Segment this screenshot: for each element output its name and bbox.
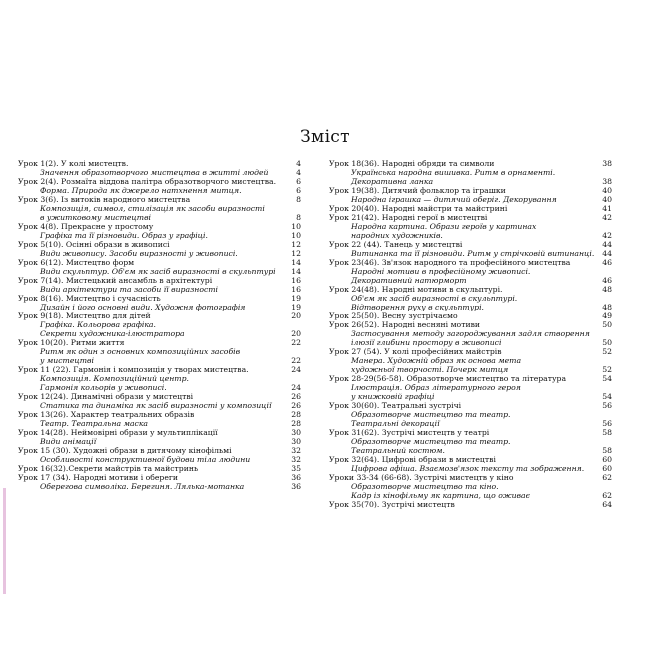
toc-entry-text: Урок 16(32).Секрети майстрів та майстринь: [18, 463, 199, 473]
toc-entry-text: Урок 1(2). У колі мистецтв.: [18, 159, 129, 168]
toc-entry-text: художньої творчості. Почерк митця: [351, 365, 509, 375]
toc-page-number: 38: [602, 159, 612, 168]
toc-subentry: [18, 383, 301, 392]
toc-entry-text: Урок 32(64). Цифрові образи в мистецтві: [329, 454, 496, 464]
toc-entry-text: Урок 6(12). Мистецтво форм: [18, 257, 135, 267]
toc-page-number: 8: [296, 194, 301, 204]
toc-entry-text: Уроки 33-34 (66-68). Зустрічі мистецтв у кіно: [329, 472, 514, 482]
toc-page-number: 10: [291, 221, 301, 231]
toc-entry: [18, 195, 301, 204]
toc-entry-text: Урок 4(8). Прекрасне у простому: [18, 221, 154, 231]
toc-entry-text: Значення образотворчого мистецтва в житті людей: [40, 167, 269, 177]
toc-entry-text: Урок 12(24). Динамічні образи у мистецтві: [18, 392, 194, 402]
toc-page-number: 32: [291, 454, 301, 464]
toc-entry-text: Урок 25(50). Весну зустрічаємо: [329, 311, 458, 321]
toc-entry-text: Урок 23(46). Зв'язок народного та професійного мистецтва: [329, 257, 571, 267]
toc-subentry: [18, 482, 301, 491]
toc-subentry: [329, 249, 612, 258]
toc-subentry: [18, 186, 301, 195]
page-title: Зміст: [300, 127, 350, 147]
toc-entry: [18, 392, 301, 401]
toc-subentry: [18, 455, 301, 464]
toc-subentry: [18, 231, 301, 240]
toc-entry-text: Образотворче мистецтво та театр.: [351, 410, 511, 420]
toc-entry-text: Декоративна ланка: [351, 176, 434, 186]
toc-entry-text: Урок 15 (30). Художні образи в дитячому кінофільмі: [18, 446, 232, 455]
toc-subentry: [329, 177, 612, 186]
toc-entry-text: Об'єм як засіб виразності в скульптурі.: [351, 293, 518, 303]
toc-page-number: 16: [291, 275, 301, 285]
toc-subentry: [18, 285, 301, 294]
toc-entry-text: Декоративний натюрморт: [351, 275, 467, 285]
toc-entry-text: Урок 19(38). Дитячий фольклор та іграшки: [329, 185, 506, 195]
toc-left-column: [18, 159, 301, 491]
toc-entry-text: Народна картина. Образи героїв у картинах: [351, 221, 537, 231]
toc-subentry: [329, 276, 612, 285]
toc-page-number: 26: [291, 401, 301, 411]
toc-page-number: 41: [602, 203, 612, 213]
toc-entry-text: Ритм як один з основних композиційних засобів: [40, 347, 241, 357]
toc-page-number: 50: [602, 320, 612, 330]
toc-entry-text: Урок 18(36). Народні обряди та символи: [329, 159, 495, 168]
toc-page-number: 26: [291, 392, 301, 402]
page-edge-mark: [3, 488, 6, 594]
toc-entry-text: Українська народна вишивка. Ритм в орнаментi.: [351, 167, 556, 177]
toc-entry-text: Композиція, символ, стилізація як засоби виразності: [40, 203, 265, 213]
toc-entry-text: Урок 31(62). Зустрічі мистецтв у театрі: [329, 428, 490, 438]
toc-entry: [329, 186, 612, 195]
toc-page-number: 52: [602, 365, 612, 375]
toc-entry-text: Урок 3(6). Із витоків народного мистецтва: [18, 194, 191, 204]
toc-entry-text: Урок 2(4). Розмаїта віддова палітра образотворчого мистецтва.: [18, 176, 277, 186]
toc-page-number: 40: [602, 185, 612, 195]
toc-entry: [18, 365, 301, 374]
toc-subentry: [18, 213, 301, 222]
toc-entry-text: Театральний костюм.: [351, 446, 445, 455]
toc-entry: [329, 213, 612, 222]
toc-subentry: [18, 401, 301, 410]
toc-page-number: 58: [602, 446, 612, 455]
toc-page-number: 46: [602, 257, 612, 267]
toc-entry-text: Урок 24(48). Народні мотиви в скульптурі.: [329, 284, 503, 294]
toc-page-number: 56: [602, 401, 612, 411]
toc-subentry: [18, 204, 301, 213]
toc-page-number: 6: [296, 176, 301, 186]
toc-subentry: [18, 329, 301, 338]
toc-subentry: [18, 419, 301, 428]
toc-entry-text: Відтворення руху в скульптурі.: [351, 302, 484, 312]
toc-page-number: 58: [602, 428, 612, 438]
toc-entry-text: Урок 10(20). Ритми життя: [18, 338, 125, 348]
toc-page-number: 4: [296, 167, 301, 177]
toc-entry-text: Статика та динаміка як засіб виразності у композиції: [40, 401, 272, 411]
toc-page-number: 44: [602, 239, 612, 249]
toc-page-number: 62: [602, 490, 612, 500]
toc-page-number: 16: [291, 284, 301, 294]
toc-entry-text: Види живопису. Засоби виразності у живописі.: [40, 248, 238, 258]
toc-subentry: [18, 320, 301, 329]
toc-entry-text: Графіка та її різновиди. Образ у графіці.: [40, 230, 208, 240]
toc-entry-text: Урок 11 (22). Гармонія і композиція у творах мистецтва.: [18, 365, 249, 375]
toc-entry-text: Урок 14(28). Неймовірні образи у мультиплікації: [18, 428, 218, 438]
toc-subentry: [329, 168, 612, 177]
toc-page-number: 30: [291, 437, 301, 446]
toc-page-number: 62: [602, 472, 612, 482]
toc-entry-text: Обереговa символіка. Берегиня. Лялька-мотанка: [40, 481, 245, 491]
toc-subentry: [18, 356, 301, 365]
toc-page-number: 36: [291, 472, 301, 482]
toc-entry-text: Дизайн і його основні види. Художня фотографія: [40, 302, 246, 312]
toc-page-number: 56: [602, 419, 612, 429]
toc-entry: [329, 240, 612, 249]
toc-entry: [329, 455, 612, 464]
toc-subentry: [329, 356, 612, 365]
toc-page-number: 48: [602, 284, 612, 294]
toc-page-number: 12: [291, 248, 301, 258]
toc-page-number: 30: [291, 428, 301, 438]
toc-entry: [18, 294, 301, 303]
toc-subentry: [329, 482, 612, 491]
toc-entry-text: Народна іграшка — дитячий оберіг. Декорування: [351, 194, 557, 204]
toc-entry-text: Графіка. Кольорова графіка.: [40, 320, 156, 330]
toc-page-number: 28: [291, 419, 301, 429]
toc-entry-text: Кадр із кінофільму як картина, що оживає: [351, 490, 530, 500]
toc-entry-text: в ужитковому мистецтві: [40, 212, 152, 222]
toc-page-number: 12: [291, 239, 301, 249]
toc-subentry: [329, 294, 612, 303]
toc-subentry: [329, 491, 612, 500]
toc-page-number: 52: [602, 347, 612, 357]
toc-entry-text: Застосування методу загороджування задля створення: [351, 329, 590, 339]
toc-entry-text: Урок 27 (54). У колі професійних майстрів: [329, 347, 502, 357]
toc-subentry: [329, 437, 612, 446]
toc-entry-text: Урок 22 (44). Танець у мистецтві: [329, 239, 463, 249]
toc-entry: [18, 410, 301, 419]
toc-entry: [18, 222, 301, 231]
toc-entry: [18, 428, 301, 437]
toc-entry: [18, 464, 301, 473]
toc-entry-text: у книжковій графіці: [351, 392, 435, 402]
toc-entry-text: Урок 9(18). Мистецтво для дітей: [18, 311, 151, 321]
toc-entry: [329, 204, 612, 213]
toc-entry-text: Урок 20(40). Народні майстри та майстрині: [329, 203, 508, 213]
toc-page-number: 19: [291, 302, 301, 312]
toc-subentry: [18, 168, 301, 177]
toc-subentry: [329, 410, 612, 419]
toc-page-number: 22: [291, 356, 301, 366]
toc-subentry: [329, 392, 612, 401]
toc-page-number: 60: [602, 463, 612, 473]
toc-entry-text: ілюзії глибини простору в живописі: [351, 338, 502, 348]
toc-page-number: 24: [291, 365, 301, 375]
toc-entry-text: Урок 26(52). Народні весняні мотиви: [329, 320, 481, 330]
toc-page-number: 64: [602, 499, 612, 509]
toc-entry: [18, 258, 301, 267]
toc-page-number: 44: [602, 248, 612, 258]
toc-page-number: 19: [291, 293, 301, 303]
toc-page-number: 22: [291, 338, 301, 348]
toc-page-number: 54: [602, 392, 612, 402]
toc-entry-text: Композиція. Композиційний центр.: [40, 374, 189, 384]
toc-page-number: 24: [291, 383, 301, 393]
toc-page-number: 14: [291, 257, 301, 267]
toc-subentry: [18, 437, 301, 446]
toc-page-number: 42: [602, 230, 612, 240]
toc-subentry: [18, 267, 301, 276]
toc-entry: [329, 347, 612, 356]
toc-entry-text: Урок 7(14). Мистецький ансамбль в архітектурі: [18, 275, 213, 285]
toc-entry-text: Форма. Природа як джерело натхнення митця.: [40, 185, 242, 195]
toc-entry-text: Образотворче мистецтво та театр.: [351, 437, 511, 446]
toc-page-number: 4: [296, 159, 301, 168]
toc-subentry: [329, 338, 612, 347]
toc-subentry: [329, 464, 612, 473]
toc-subentry: [18, 249, 301, 258]
toc-entry: [18, 276, 301, 285]
toc-subentry: [329, 446, 612, 455]
toc-entry-text: Урок 30(60). Театральні зустрічі: [329, 401, 462, 411]
toc-page-number: 38: [602, 176, 612, 186]
toc-entry: [329, 258, 612, 267]
toc-page-number: 40: [602, 194, 612, 204]
toc-entry: [329, 428, 612, 437]
toc-entry-text: Ілюстрація. Образ літературного героя: [351, 383, 521, 393]
toc-page-number: 10: [291, 230, 301, 240]
toc-subentry: [329, 231, 612, 240]
toc-entry-text: Види архітектури та засоби її виразності: [40, 284, 219, 294]
toc-page-number: 6: [296, 185, 301, 195]
toc-entry-text: Урок 17 (34). Народні мотиви і обереги: [18, 472, 179, 482]
toc-page-number: 50: [602, 338, 612, 348]
toc-entry: [329, 311, 612, 320]
toc-entry: [329, 159, 612, 168]
toc-entry-text: Гармонія кольорів у живописі.: [40, 383, 167, 393]
toc-entry-text: Урок 5(10). Осінні образи в живописі: [18, 239, 170, 249]
toc-page-number: 8: [296, 212, 301, 222]
toc-page-number: 20: [291, 311, 301, 321]
toc-subentry: [18, 347, 301, 356]
toc-right-column: [329, 159, 612, 509]
toc-entry: [329, 320, 612, 329]
toc-entry: [18, 311, 301, 320]
toc-subentry: [18, 374, 301, 383]
toc-subentry: [329, 365, 612, 374]
toc-entry-text: Особливості конструктивної будови тіла людини: [40, 454, 251, 464]
toc-page-number: 36: [291, 481, 301, 491]
toc-entry-text: Урок 28-29(56-58). Образотворче мистецтво та література: [329, 374, 567, 384]
toc-entry: [18, 240, 301, 249]
toc-page-number: 54: [602, 374, 612, 384]
toc-page-number: 42: [602, 212, 612, 222]
toc-entry-text: Театральні декорації: [351, 419, 440, 429]
toc-entry-text: Види анімації: [40, 437, 97, 446]
toc-entry-text: Образотворче мистецтво та кіно.: [351, 481, 499, 491]
toc-entry: [329, 473, 612, 482]
toc-entry: [18, 446, 301, 455]
toc-subentry: [329, 267, 612, 276]
toc-entry-text: Види скульптур. Об'єм як засіб виразності в скульптурі: [40, 266, 276, 276]
toc-subentry: [329, 303, 612, 312]
toc-entry-text: Цифрова афіша. Взаємозв'язок тексту та зображення.: [351, 463, 585, 473]
toc-entry-text: Урок 35(70). Зустрічі мистецтв: [329, 499, 455, 509]
toc-entry-text: Урок 21(42). Народні герої в мистецтві: [329, 212, 488, 222]
toc-entry: [18, 338, 301, 347]
toc-entry-text: Секрети художника-ілюстратора: [40, 329, 185, 339]
toc-entry: [18, 473, 301, 482]
toc-page-number: 46: [602, 275, 612, 285]
toc-entry: [18, 177, 301, 186]
toc-subentry: [18, 303, 301, 312]
toc-entry-text: Урок 8(16). Мистецтво і сучасність: [18, 293, 161, 303]
toc-entry-text: Манера. Художній образ як основа мета: [351, 356, 522, 366]
toc-page-number: 48: [602, 302, 612, 312]
toc-page-number: 20: [291, 329, 301, 339]
toc-page-number: 32: [291, 446, 301, 455]
toc-page-number: 28: [291, 410, 301, 420]
toc-entry: [329, 401, 612, 410]
toc-subentry: [329, 195, 612, 204]
toc-entry-text: Урок 13(26). Характер театральних образів: [18, 410, 195, 420]
toc-subentry: [329, 419, 612, 428]
toc-page-number: 49: [602, 311, 612, 321]
toc-subentry: [329, 222, 612, 231]
toc-subentry: [329, 329, 612, 338]
toc-entry: [329, 500, 612, 509]
toc-entry-text: у мистецтві: [40, 356, 94, 366]
toc-page-number: 60: [602, 454, 612, 464]
toc-page-number: 35: [291, 463, 301, 473]
toc-entry: [18, 159, 301, 168]
toc-entry-text: Народні мотиви в професійному живописі.: [351, 266, 531, 276]
toc-entry: [329, 374, 612, 383]
toc-entry-text: Театр. Театральна маска: [40, 419, 149, 429]
toc-page-number: 14: [291, 266, 301, 276]
toc-entry-text: народних художників.: [351, 230, 443, 240]
toc-entry-text: Витинанка та її різновиди. Ритм у стрічковій витинанці.: [351, 248, 594, 258]
toc-subentry: [329, 383, 612, 392]
toc-entry: [329, 285, 612, 294]
